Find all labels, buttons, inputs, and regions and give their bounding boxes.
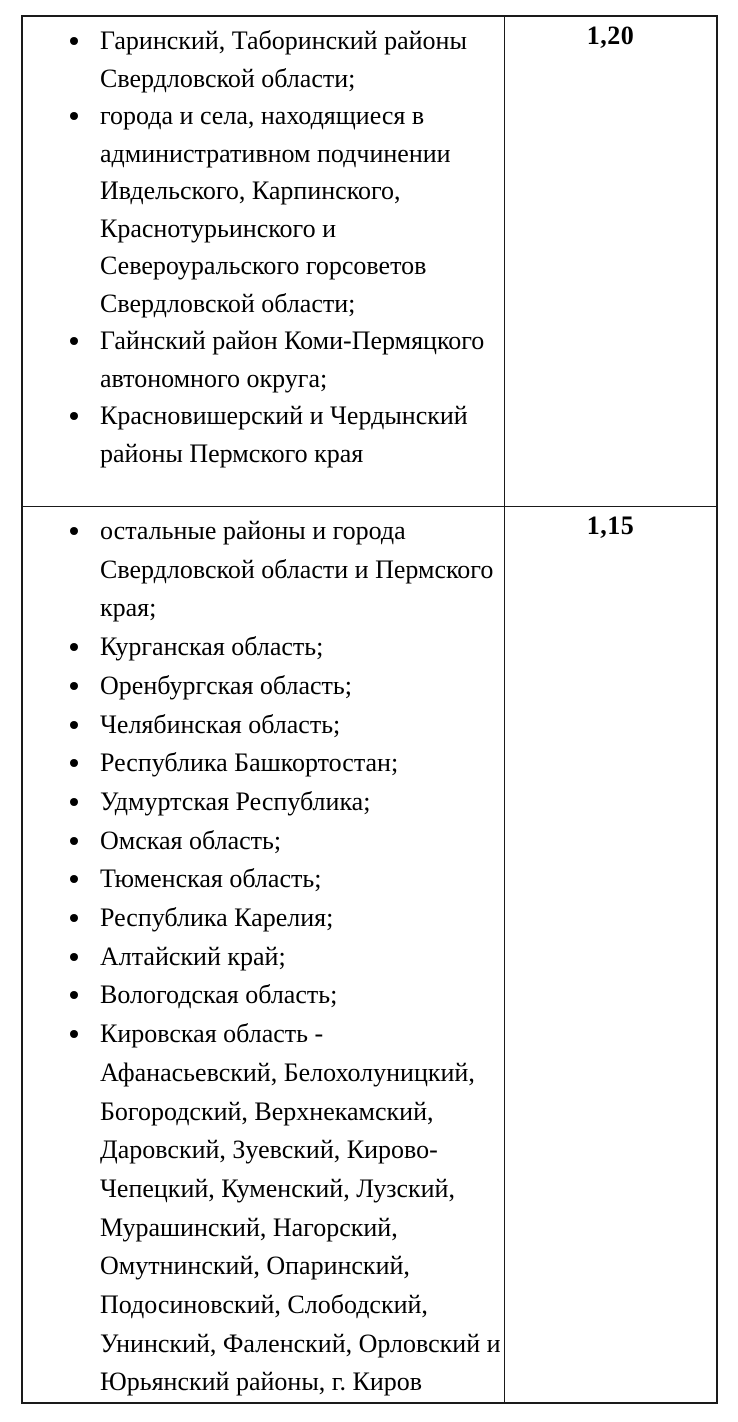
coefficient-cell	[505, 507, 716, 1402]
coefficient-cell	[505, 17, 716, 507]
region-item: Алтайский край;	[70, 938, 501, 977]
region-item: Вологодская область;	[70, 976, 501, 1015]
region-item: остальные районы и города Свердловской области и Пермского края;	[70, 512, 501, 628]
region-item: Кировская область - Афанасьевский, Белохолуницкий, Богородский, Верхнекамский, Даровский, Зуевский, Кирово-Чепецкий, Куменский, Лузский, Мурашинский, Нагорский, Омутнинский, Опаринский, Подосиновский, Слободский, Унинский, Фаленский, Орловский и Юрьянский районы, г. Киров	[70, 1015, 501, 1402]
region-item: Республика Карелия;	[70, 899, 501, 938]
region-item: Челябинская область;	[70, 706, 501, 745]
regional-coefficients-table	[21, 15, 718, 1404]
regions-cell	[23, 507, 505, 1402]
region-item: Красновишерский и Чердынский районы Пермского края	[70, 397, 501, 472]
region-item: Тюменская область;	[70, 860, 501, 899]
region-list	[23, 22, 504, 472]
region-item: Гаринский, Таборинский районы Свердловской области;	[70, 22, 501, 97]
region-item: Омская область;	[70, 822, 501, 861]
region-item: Республика Башкортостан;	[70, 744, 501, 783]
coefficient-value: 1,20	[586, 21, 635, 50]
region-item: Удмуртская Республика;	[70, 783, 501, 822]
region-item: Оренбургская область;	[70, 667, 501, 706]
region-list	[23, 512, 504, 1402]
regions-cell	[23, 17, 505, 507]
region-item: города и села, находящиеся в административном подчинении Ивдельского, Карпинского, Краснотурьинского и Североуральского горсоветов Свердловской области;	[70, 97, 501, 322]
coefficient-value: 1,15	[586, 511, 635, 540]
region-item: Курганская область;	[70, 628, 501, 667]
region-item: Гайнский район Коми-Пермяцкого автономного округа;	[70, 322, 501, 397]
